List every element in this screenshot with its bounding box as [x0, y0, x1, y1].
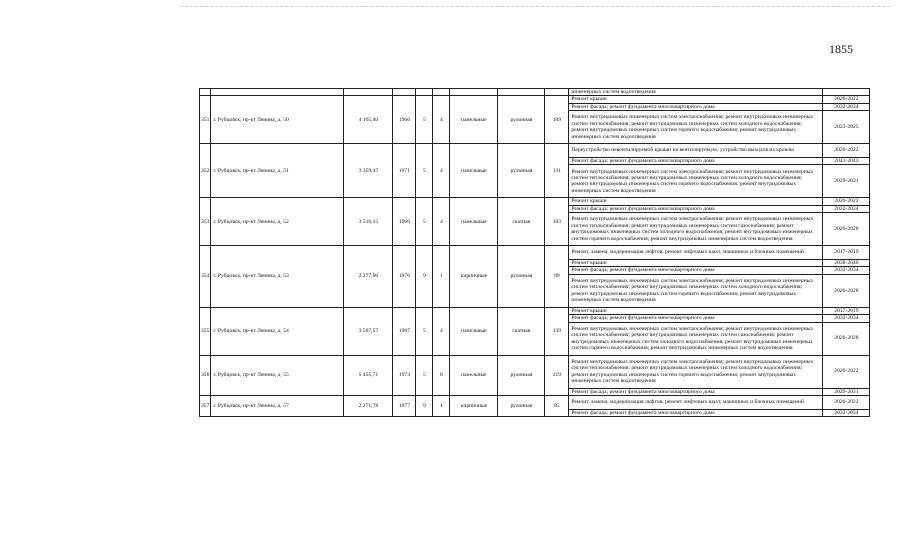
period-cell: 2032-2034: [823, 409, 870, 416]
page-number: 1855: [829, 42, 853, 56]
entrances-cell: 4: [433, 96, 450, 144]
area-cell: 5 455,71: [344, 355, 393, 395]
address-cell: г. Рубцовск, пр-кт Ленина, д. 51: [211, 144, 344, 198]
roof-type-cell: скатная: [498, 198, 545, 246]
period-cell: 2020-2022: [823, 355, 870, 388]
area-cell: 4 165,40: [344, 96, 393, 144]
period-cell: 2032-2034: [823, 205, 870, 212]
work-cell: Ремонт фасада; ремонт фундамента многоквартирного дома: [569, 409, 823, 416]
residents-cell: 89: [545, 246, 569, 308]
row-number: 356: [200, 355, 211, 395]
area-cell: 3 359,47: [344, 144, 393, 198]
wall-material-cell: панельные: [450, 307, 498, 355]
area-cell: 3 516,15: [344, 198, 393, 246]
table-row: [200, 396, 870, 410]
roof-type-cell: рулонная: [498, 396, 545, 417]
work-cell: Ремонт фасада; ремонт фундамента многоквартирного дома: [569, 267, 823, 274]
table-body: [200, 89, 870, 417]
work-cell: Ремонт фасада; ремонт фундамента многоквартирного дома: [569, 388, 823, 395]
period-cell: 2020-2022: [823, 96, 870, 103]
entrances-cell: 4: [433, 144, 450, 198]
row-number: 357: [200, 396, 211, 417]
row-number: 353: [200, 198, 211, 246]
roof-type-cell: рулонная: [498, 246, 545, 308]
address-cell: г. Рубцовск, пр-кт Ленина, д. 55: [211, 355, 344, 395]
wall-material-cell: панельные: [450, 198, 498, 246]
residents-cell: 103: [545, 198, 569, 246]
address-cell: г. Рубцовск, пр-кт Ленина, д. 50: [211, 96, 344, 144]
work-cell: Ремонт внутридомовых инженерных систем электроснабжения; ремонт внутридомовых инженерных систем теплоснабжения; ремонт внутридомовых инженерных систем газоснабжения; ремонт внутридомовых инженерных систем холодного водоснабжения; ремонт внутридомовых инженерных систем горячего водоснабжения; ремонт внутридомовых инженерных систем водоотведения: [569, 322, 823, 355]
table-row: [200, 307, 870, 314]
period-cell: 2032-2034: [823, 267, 870, 274]
work-cell: Ремонт крыши: [569, 307, 823, 314]
period-cell: 2041-2043: [823, 158, 870, 165]
work-cell: инженерных систем водоотведения: [569, 89, 823, 96]
work-cell: Ремонт внутридомовых инженерных систем электроснабжения; ремонт внутридомовых инженерных систем теплоснабжения; ремонт внутридомовых инженерных систем холодного водоснабжения; ремонт внутридомовых инженерных систем горячего водоснабжения; ремонт внутридомовых инженерных систем водоотведения: [569, 355, 823, 388]
period-cell: 2020-2022: [823, 396, 870, 410]
floors-cell: 5: [416, 307, 433, 355]
work-cell: Ремонт крыши: [569, 96, 823, 103]
wall-material-cell: панельные: [450, 144, 498, 198]
address-cell: г. Рубцовск, пр-кт Ленина, д. 54: [211, 307, 344, 355]
work-cell: Ремонт, замена, модернизация лифтов, ремонт лифтовых шахт, машинных и блочных помещений: [569, 396, 823, 410]
year-cell: 1973: [393, 355, 416, 395]
floors-cell: 5: [416, 144, 433, 198]
roof-type-cell: рулонная: [498, 355, 545, 395]
period-cell: 2038-2040: [823, 260, 870, 267]
entrances-cell: 1: [433, 396, 450, 417]
work-cell: Ремонт внутридомовых инженерных систем электроснабжения; ремонт внутридомовых инженерных систем теплоснабжения; ремонт внутридомовых инженерных систем холодного водоснабжения; ремонт внутридомовых инженерных систем горячего водоснабжения; ремонт внутридомовых инженерных систем водоотведения: [569, 274, 823, 307]
year-cell: 1976: [393, 246, 416, 308]
row-number: 355: [200, 307, 211, 355]
row-number: 351: [200, 96, 211, 144]
area-cell: 3 507,57: [344, 307, 393, 355]
table-row: [200, 246, 870, 260]
residents-cell: 85: [545, 396, 569, 417]
address-cell: г. Рубцовск, пр-кт Ленина, д. 57: [211, 396, 344, 417]
period-cell: 2026-2028: [823, 213, 870, 246]
period-cell: 2026-2028: [823, 274, 870, 307]
roof-type-cell: скатная: [498, 307, 545, 355]
area-cell: 2 277,00: [344, 246, 393, 308]
entrances-cell: 1: [433, 246, 450, 308]
work-cell: Ремонт внутридомовых инженерных систем электроснабжения; ремонт внутридомовых инженерных систем теплоснабжения; ремонт внутридомовых инженерных систем холодного водоснабжения; ремонт внутридомовых инженерных систем горячего водоснабжения; ремонт внутридомовых инженерных систем водоотведения: [569, 111, 823, 144]
year-cell: 1977: [393, 396, 416, 417]
work-cell: Ремонт внутридомовых инженерных систем электроснабжения; ремонт внутридомовых инженерных систем теплоснабжения; ремонт внутридомовых инженерных систем газоснабжения; ремонт внутридомовых инженерных систем холодного водоснабжения; ремонт внутридомовых инженерных систем горячего водоснабжения; ремонт внутридомовых инженерных систем водоотведения: [569, 213, 823, 246]
row-number: 352: [200, 144, 211, 198]
wall-material-cell: панельные: [450, 355, 498, 395]
table-row: [200, 198, 870, 205]
row-number: 354: [200, 246, 211, 308]
repair-program-table: [199, 88, 870, 417]
table-row: [200, 144, 870, 158]
period-cell: 2029-2031: [823, 388, 870, 395]
floors-cell: 5: [416, 198, 433, 246]
wall-material-cell: панельные: [450, 96, 498, 144]
period-cell: 2023-2025: [823, 111, 870, 144]
period-cell: 2020-2022: [823, 144, 870, 158]
area-cell: 2 271,78: [344, 396, 393, 417]
period-cell: 2020-2022: [823, 198, 870, 205]
year-cell: 1966: [393, 198, 416, 246]
wall-material-cell: кирпичные: [450, 396, 498, 417]
work-cell: Ремонт крыши: [569, 198, 823, 205]
residents-cell: 109: [545, 96, 569, 144]
year-cell: 1967: [393, 307, 416, 355]
address-cell: г. Рубцовск, пр-кт Ленина, д. 53: [211, 246, 344, 308]
work-cell: Ремонт крыши: [569, 260, 823, 267]
work-cell: Ремонт фасада; ремонт фундамента многоквартирного дома: [569, 315, 823, 322]
wall-material-cell: кирпичные: [450, 246, 498, 308]
residents-cell: 219: [545, 355, 569, 395]
work-cell: Переустройство невентилируемой крыши на вентилируемую, устройство выходов на кровлю: [569, 144, 823, 158]
table-row: [200, 96, 870, 103]
floors-cell: 9: [416, 396, 433, 417]
work-cell: Ремонт фасада; ремонт фундамента многоквартирного дома: [569, 103, 823, 110]
floors-cell: 5: [416, 355, 433, 395]
period-cell: 2032-2034: [823, 103, 870, 110]
entrances-cell: 4: [433, 198, 450, 246]
period-cell: 2032-2034: [823, 315, 870, 322]
floors-cell: 5: [416, 96, 433, 144]
period-cell: 2017-2019: [823, 246, 870, 260]
work-cell: Ремонт внутридомовых инженерных систем электроснабжения; ремонт внутридомовых инженерных систем теплоснабжения; ремонт внутридомовых инженерных систем холодного водоснабжения; ремонт внутридомовых инженерных систем горячего водоснабжения; ремонт внутридомовых инженерных систем водоотведения: [569, 165, 823, 198]
table-row: [200, 355, 870, 388]
work-cell: Ремонт, замена, модернизация лифтов, ремонт лифтовых шахт, машинных и блочных помещений: [569, 246, 823, 260]
scan-artifact-line: [180, 6, 890, 8]
period-cell: 2017-2019: [823, 307, 870, 314]
entrances-cell: 8: [433, 355, 450, 395]
entrances-cell: 4: [433, 307, 450, 355]
roof-type-cell: рулонная: [498, 96, 545, 144]
period-cell: 2026-2028: [823, 322, 870, 355]
carryover-row: [200, 89, 870, 96]
roof-type-cell: рулонная: [498, 144, 545, 198]
residents-cell: 139: [545, 307, 569, 355]
work-cell: Ремонт фасада; ремонт фундамента многоквартирного дома: [569, 205, 823, 212]
address-cell: г. Рубцовск, пр-кт Ленина, д. 52: [211, 198, 344, 246]
period-cell: 2029-2031: [823, 165, 870, 198]
year-cell: 1966: [393, 96, 416, 144]
year-cell: 1971: [393, 144, 416, 198]
work-cell: Ремонт фасада; ремонт фундамента многоквартирного дома: [569, 158, 823, 165]
residents-cell: 131: [545, 144, 569, 198]
floors-cell: 9: [416, 246, 433, 308]
